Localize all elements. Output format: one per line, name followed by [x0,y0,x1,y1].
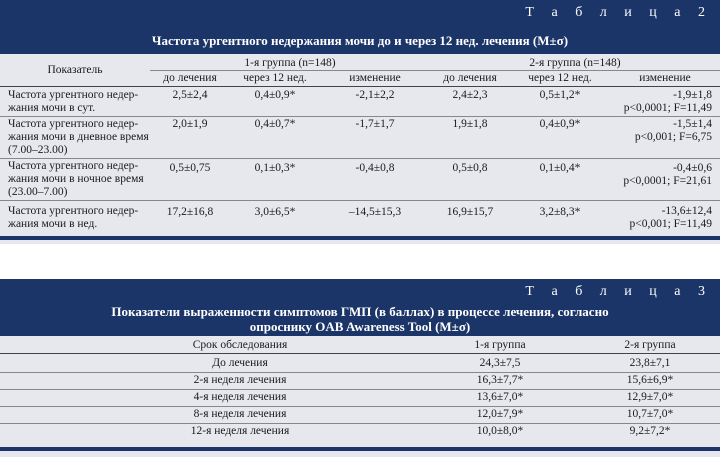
col-group1: 1-я группа [474,339,526,351]
g1-before-header: до лечения [163,72,217,84]
g2-change-header: изменение [639,72,691,84]
g1-after-header: через 12 нед. [243,72,307,84]
table-cell: -0,4±0,8 [355,162,395,174]
table-row-label: Частота ургентного недер- жания мочи в ночное время (23.00–7.00) [8,160,144,198]
table-row-label: Частота ургентного недер- жания мочи в сут. [8,89,139,114]
table-cell: 0,4±0,7* [254,118,296,130]
table-cell: 3,2±8,3* [539,206,581,218]
table-3 [0,279,720,457]
table-cell: 9,2±7,2* [629,425,671,437]
table-cell: 24,3±7,5 [479,357,521,369]
table-cell: 2,4±2,3 [452,89,488,101]
table-cell: 15,6±6,9* [626,374,674,386]
table-cell: 4-я неделя лечения [193,391,287,403]
table-cell: 0,1±0,3* [254,162,296,174]
col-term: Срок обследования [192,339,288,351]
group2-header: 2-я группа (n=148) [529,57,621,69]
table-2-label: Т а б л и ц а 2 [525,5,712,20]
table-cell: –14,5±15,3 [348,206,402,218]
table-cell: -1,7±1,7 [355,118,395,130]
table-cell: 8-я неделя лечения [193,408,287,420]
table-cell: -0,4±0,6 p<0,0001; F=21,61 [623,162,712,187]
table-2-header [0,0,720,54]
table-cell: 10,0±8,0* [476,425,524,437]
table-3-label: Т а б л и ц а 3 [525,284,712,299]
table-3-header [0,279,720,336]
col-indicator: Показатель [47,64,103,76]
col-group2: 2-я группа [624,339,676,351]
table-cell: 2,5±2,4 [172,89,208,101]
table-cell: -1,9±1,8 p<0,0001; F=11,49 [623,89,712,114]
table-cell: 2,0±1,9 [172,118,208,130]
table-cell: 2-я неделя лечения [193,374,287,386]
table-cell: 0,5±1,2* [539,89,581,101]
table-cell: 13,6±7,0* [476,391,524,403]
table-cell: 23,8±7,1 [629,357,671,369]
table-cell: 12-я неделя лечения [190,425,290,437]
table-cell: -13,6±12,4 p<0,001; F=11,49 [629,205,712,230]
table-cell: 16,9±15,7 [446,206,494,218]
table-3-title-line1: Показатели выраженности симптомов ГМП (в баллах) в процессе лечения, согласно [111,304,609,319]
table-cell: 3,0±6,5* [254,206,296,218]
table-cell: 0,4±0,9* [539,118,581,130]
table-cell: 10,7±7,0* [626,408,674,420]
table-2-title: Частота ургентного недержания мочи до и через 12 нед. лечения (M±σ) [151,33,569,48]
table-cell: 16,3±7,7* [476,374,524,386]
table-cell: -2,1±2,2 [355,89,395,101]
table-3-title-line2: опроснику OAB Awareness Tool (M±σ) [249,319,471,334]
g2-before-header: до лечения [443,72,497,84]
table-row-label: Частота ургентного недер- жания мочи в дневное время (7.00–23.00) [8,118,149,156]
table-cell: 1,9±1,8 [452,118,488,130]
table-cell: До лечения [212,357,268,369]
group1-header: 1-я группа (n=148) [244,57,336,69]
table-cell: 0,5±0,8 [452,162,488,174]
table-cell: 17,2±16,8 [166,206,214,218]
table-row-label: Частота ургентного недер- жания мочи в нед. [8,205,139,230]
table-cell: 0,1±0,4* [539,162,581,174]
table-cell: 0,4±0,9* [254,89,296,101]
g2-after-header: через 12 нед. [528,72,592,84]
table-cell: -1,5±1,4 p<0,001; F=6,75 [634,118,712,143]
table-cell: 0,5±0,75 [169,162,211,174]
table-cell: 12,9±7,0* [626,391,674,403]
table-cell: 12,0±7,9* [476,408,524,420]
g1-change-header: изменение [349,72,401,84]
